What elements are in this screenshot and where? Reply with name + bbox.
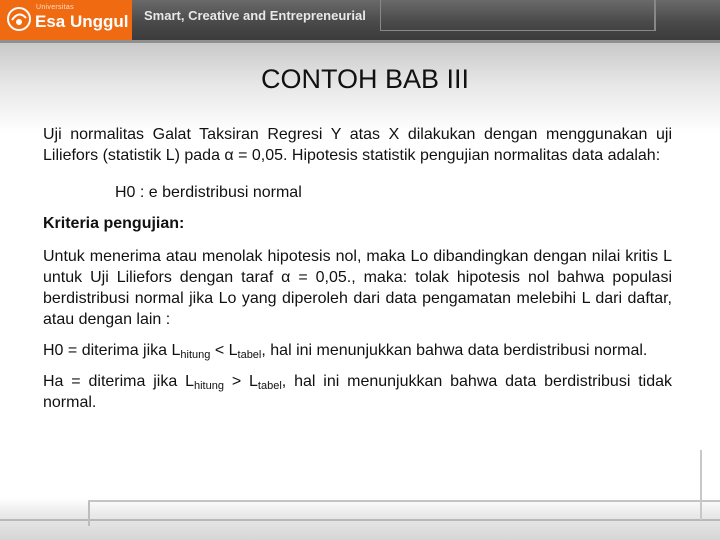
- footer-line-top: [88, 500, 720, 502]
- rule-ha-sub-tabel: tabel: [257, 380, 282, 392]
- slide-body: [43, 124, 672, 423]
- rule-ha-sub-hitung: hitung: [194, 380, 224, 392]
- footer-line-right: [700, 450, 702, 520]
- rule-ha-lead: Ha = diterima jika L: [43, 373, 194, 390]
- rule-h0-tail: , hal ini menunjukkan bahwa data berdistribusi normal.: [261, 342, 648, 359]
- rule-ha-tail: , hal ini menunjukkan bahwa data berdistribusi tidak normal.: [43, 373, 673, 411]
- header-frame-end: [654, 0, 655, 31]
- rule-ha: [43, 371, 672, 413]
- logo-emblem-icon: [6, 6, 32, 32]
- rule-h0-sub-tabel: tabel: [237, 349, 262, 361]
- criteria-heading: Kriteria pengujian:: [43, 215, 185, 232]
- footer-line-vertical: [88, 500, 90, 526]
- intro-paragraph: Uji normalitas Galat Taksiran Regresi Y atas X dilakukan dengan menggunakan uji Liliefors (statistik L) pada α = 0,05. Hipotesis statistik pengujian normalitas data adalah:: [43, 126, 672, 164]
- hypothesis-line: H0 : e berdistribusi normal: [115, 184, 302, 201]
- footer-line: [0, 519, 720, 521]
- university-logo: [0, 0, 132, 40]
- rule-h0: [43, 340, 672, 361]
- criteria-paragraph: Untuk menerima atau menolak hipotesis nol, maka Lo dibandingkan dengan nilai kritis L untuk Uji Liliefors dengan taraf α = 0,05., maka: tolak hipotesis nol bahwa populasi berdistribusi normal jika Lo yang diperoleh dari data pengamatan melebihi L dari daftar, atau dengan lain :: [43, 248, 672, 328]
- logo-name: Esa Unggul: [35, 12, 129, 31]
- header-frame: [380, 0, 656, 31]
- slide-title: CONTOH BAB III: [260, 64, 470, 94]
- rule-ha-mid: > L: [223, 373, 258, 390]
- rule-h0-mid: < L: [210, 342, 238, 359]
- header-tagline: Smart, Creative and Entrepreneurial: [144, 8, 366, 23]
- rule-h0-sub-hitung: hitung: [180, 349, 211, 361]
- rule-h0-lead: H0 = diterima jika L: [43, 342, 181, 359]
- logo-subtitle: Universitas: [36, 4, 74, 11]
